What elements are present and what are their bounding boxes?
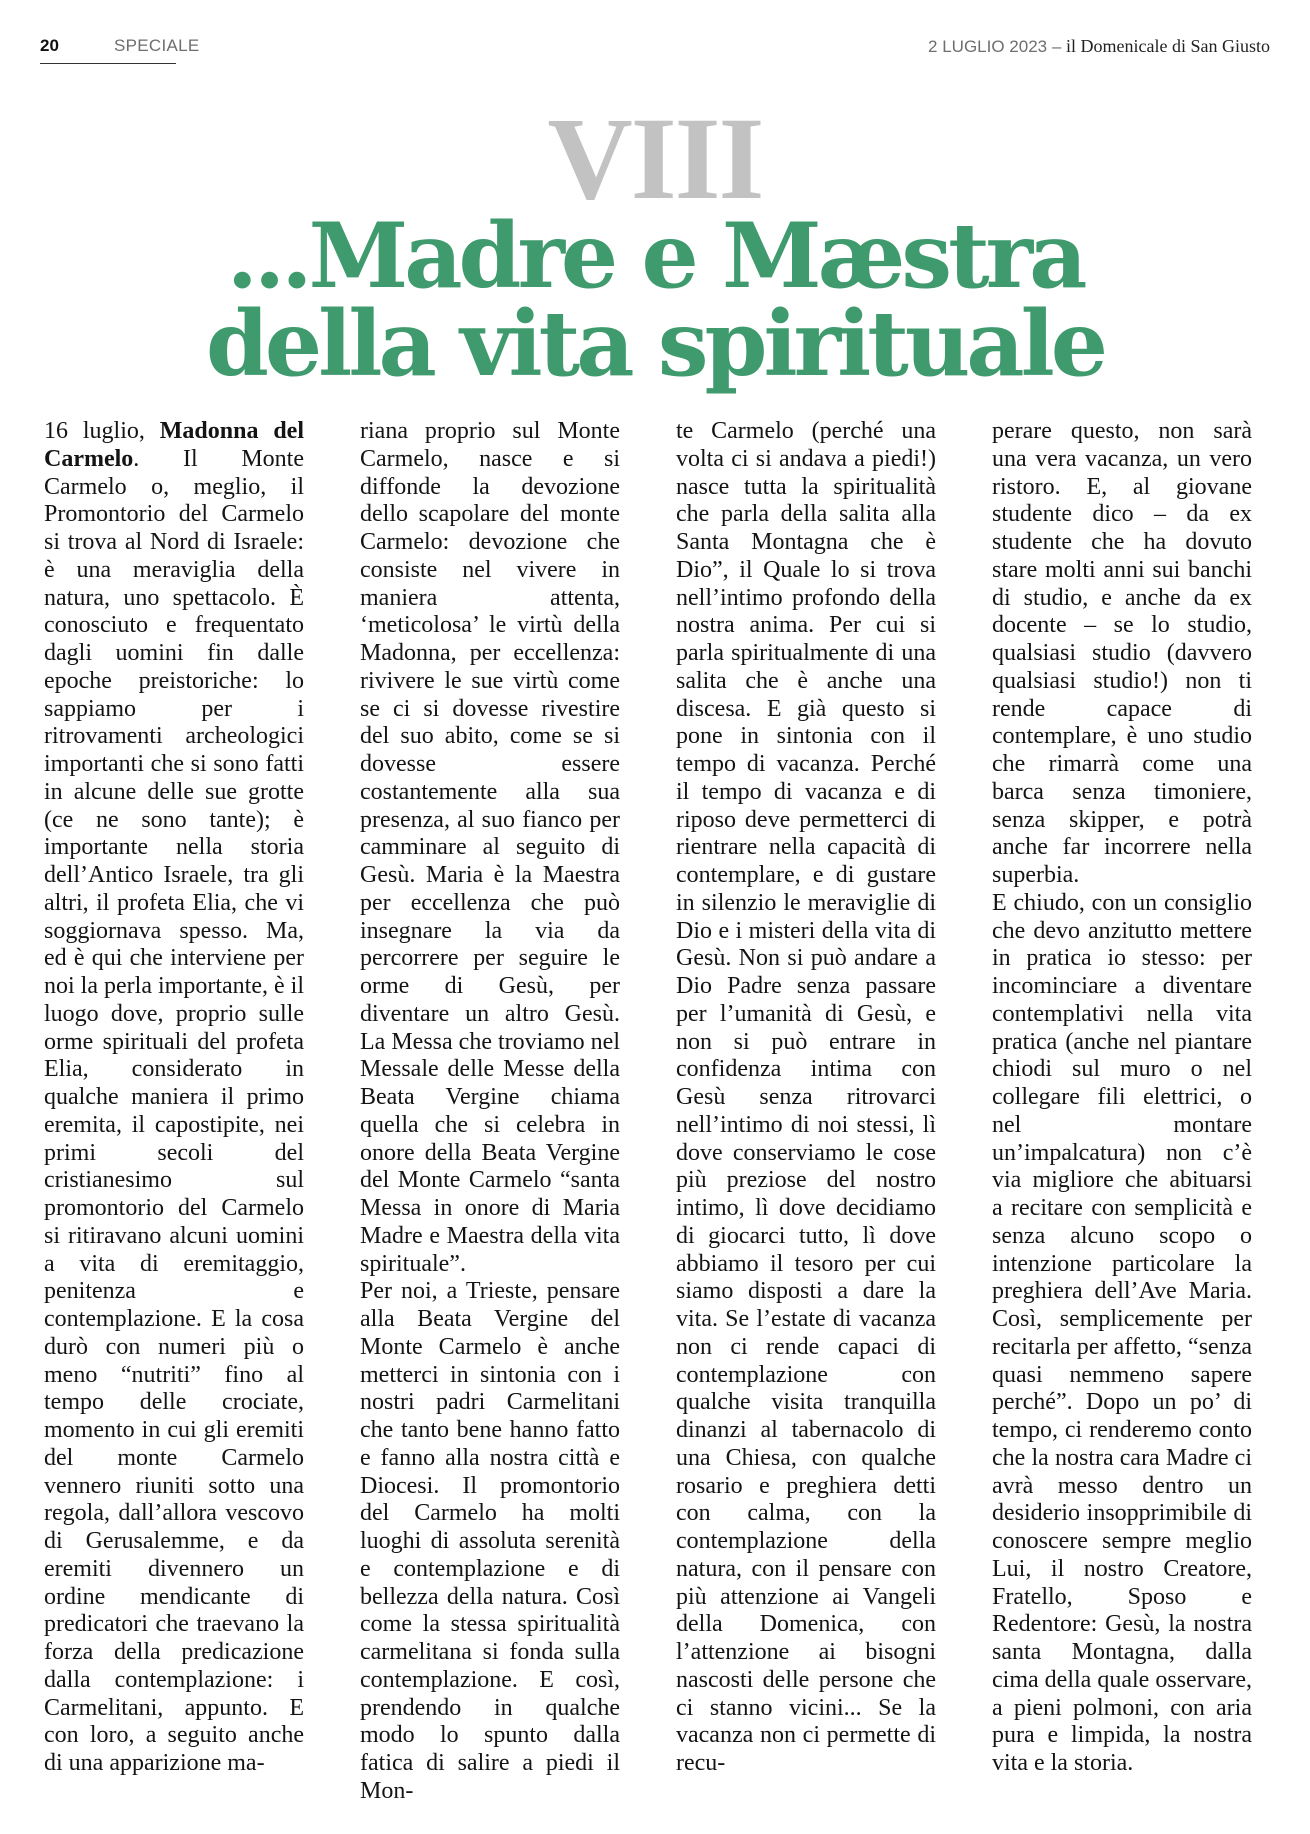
article-body <box>44 418 1280 1808</box>
section-label: SPECIALE <box>114 36 200 55</box>
page-header <box>40 36 1270 60</box>
lead-feast: Madonna del Carmelo <box>44 418 304 472</box>
lead-date: 16 luglio, <box>44 418 145 444</box>
paragraph: perare questo, non sarà una vera vacanza, un vero ristoro. E, al giovane studente dico – da ex studente che ha dovuto stare molti anni sui banchi di studio, e anche da ex docente – se lo studio, qualsiasi studio (davvero qualsiasi studio!) non ti rende capace di contemplare, è uno studio che rimarrà come una barca senza timoniere, senza skipper, e potrà anche far incorrere nella superbia. <box>992 418 1252 888</box>
header-date-publication <box>928 36 1270 57</box>
text-column-4 <box>992 418 1252 1778</box>
text-column-1 <box>44 418 304 1778</box>
text-column-3 <box>676 418 936 1778</box>
header-rule <box>40 63 176 64</box>
paragraph: riana proprio sul Monte Carmelo, nasce e si diffonde la devozione dello scapolare del monte Carmelo: devozione che consiste nel vivere in maniera attenta, ‘meticolosa’ le virtù della Madonna, per eccellenza: rivivere le sue virtù come se ci si dovesse rivestire del suo abito, come se si dovesse essere costantemente alla sua presenza, al suo fianco per camminare al seguito di Gesù. Maria è la Maestra per eccellenza che può insegnare la via da percorrere per seguire le orme di Gesù, per diventare un altro Gesù. La Messa che troviamo nel Messale delle Messe della Beata Vergine chiama quella che si celebra in onore della Beata Vergine del Monte Carmelo “santa Messa in onore di Maria Madre e Maestra della vita spirituale”. <box>360 418 620 1277</box>
issue-date: 2 LUGLIO 2023 – <box>928 37 1062 56</box>
title-line-1: ...Madre e Mæstra <box>226 203 1084 309</box>
paragraph: E chiudo, con un consiglio che devo anzitutto mettere in pratica io stesso: per incominciare a diventare contemplativi nella vita pratica (anche nel piantare chiodi sul muro o nel collegare fili elettrici, o nel montare un’impalcatura) non c’è via migliore che abituarsi a recitare con semplicità e senza alcuno scopo o intenzione particolare la preghiera dell’Ave Maria. Così, semplicemente per recitarla per affetto, “senza quasi nemmeno sapere perché”. Dopo un po’ di tempo, ci renderemo conto che la nostra cara Madre ci avrà messo dentro un desiderio insopprimibile di conoscere sempre meglio Lui, il nostro Creatore, Fratello, Sposo e Redentore: Gesù, la nostra santa Montagna, dalla cima della quale osservare, a pieni polmoni, con aria pura e limpida, la nostra vita e la storia. <box>992 889 1252 1776</box>
text-column-2 <box>360 418 620 1806</box>
publication-name: il Domenicale di San Giusto <box>1066 36 1270 56</box>
paragraph: Per noi, a Trieste, pensare alla Beata Vergine del Monte Carmelo è anche metterci in sintonia con i nostri padri Carmelitani che tanto bene hanno fatto e fanno alla nostra città e Diocesi. Il promontorio del Carmelo ha molti luoghi di assoluta serenità e contemplazione e di bellezza della natura. Così come la stessa spiritualità carmelitana si fonda sulla contemplazione. E così, prendendo in qualche modo lo spunto dalla fatica di salire a piedi il Mon- <box>360 1278 620 1804</box>
page-number: 20 <box>40 36 59 55</box>
chapter-numeral: VIII <box>547 93 763 224</box>
column-1-text: . Il Monte Carmelo o, meglio, il Promontorio del Carmelo si trova al Nord di Israele: è una meraviglia della natura, uno spettacolo. È conosciuto e frequentato dagli uomini fin dalle epoche preistoriche: lo sappiamo per i ritrovamenti archeologici importanti che si sono fatti in alcune delle sue grotte (ce ne sono tante); è importante nella storia dell’Antico Israele, tra gli altri, il profeta Elia, che vi soggiornava spesso. Ma, ed è qui che interviene per noi la perla importante, è il luogo dove, proprio sulle orme spirituali del profeta Elia, considerato in qualche maniera il primo eremita, il capostipite, nei primi secoli del cristianesimo sul promontorio del Carmelo si ritiravano alcuni uomini a vita di eremitaggio, penitenza e contemplazione. E la cosa durò con numeri più o meno “nutriti” fino al tempo delle crociate, momento in cui gli eremiti del monte Carmelo vennero riuniti sotto una regola, dall’allora vescovo di Gerusalemme, e da eremiti divennero un ordine mendicante di predicatori che traevano la forza della predicazione dalla contemplazione: i Carmelitani, appunto. E con loro, a seguito anche di una apparizione ma- <box>44 445 304 1776</box>
paragraph: te Carmelo (perché una volta ci si andava a piedi!) nasce tutta la spiritualità che parla della salita alla Santa Montagna che è Dio”, il Quale lo si trova nell’intimo profondo della nostra anima. Per cui si parla spiritualmente di una salita che è anche una discesa. E già questo si pone in sintonia con il tempo di vacanza. Perché il tempo di vacanza e di riposo deve permetterci di rientrare nella capacità di contemplare, e di gustare in silenzio le meraviglie di Dio e i misteri della vita di Gesù. Non si può andare a Dio Padre senza passare per l’umanità di Gesù, e non si può entrare in confidenza intima con Gesù senza ritrovarci nell’intimo di noi stessi, lì dove conserviamo le cose più preziose del nostro intimo, lì dove decidiamo di giocarci tutto, lì dove abbiamo il tesoro per cui siamo disposti a dare la vita. Se l’estate di vacanza non ci rende capaci di contemplazione con qualche visita tranquilla dinanzi al tabernacolo di una Chiesa, con qualche rosario e preghiera detti con calma, con la contemplazione della natura, con il pensare con più attenzione ai Vangeli della Domenica, con l’attenzione ai bisogni nascosti delle persone che ci stanno vicini... Se la vacanza non ci permette di recu- <box>676 418 936 1776</box>
article-title <box>0 203 1310 397</box>
title-line-2: della vita spirituale <box>205 291 1105 397</box>
paragraph <box>44 418 304 1778</box>
